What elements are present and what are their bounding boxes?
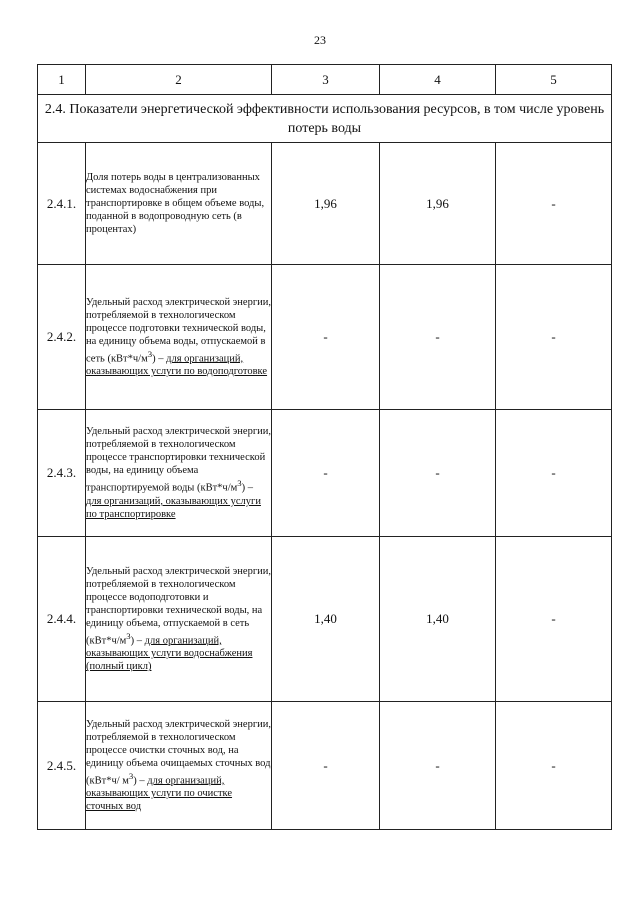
row-number: 2.4.3. [38, 410, 86, 537]
value-col5: - [496, 702, 612, 830]
table-row [38, 143, 612, 265]
column-header: 4 [380, 65, 496, 95]
row-number: 2.4.5. [38, 702, 86, 830]
value-col3: - [272, 265, 380, 410]
unit-close: ) – [241, 482, 254, 494]
table-row [38, 265, 612, 410]
organization-note: для организаций, оказывающих услуги по водоподготовке [86, 353, 268, 378]
value-col4: 1,96 [380, 143, 496, 265]
value-col3: 1,40 [272, 537, 380, 702]
value-col5: - [496, 143, 612, 265]
row-number: 2.4.4. [38, 537, 86, 702]
value-col3: 1,96 [272, 143, 380, 265]
unit-close: ) – [133, 775, 148, 787]
unit-exponent: 3 [237, 478, 242, 489]
row-description [86, 702, 272, 830]
table-row [38, 410, 612, 537]
column-number-header [38, 65, 612, 95]
value-col4: - [380, 702, 496, 830]
unit-exponent: 3 [126, 630, 131, 641]
unit-close: ) – [152, 353, 167, 365]
organization-note: для организаций, оказывающих услуги по очистке сточных вод [86, 775, 233, 813]
organization-note: для организаций, оказывающих услуги по транспортировке [86, 495, 261, 520]
value-col5: - [496, 410, 612, 537]
unit-exponent: 3 [128, 770, 134, 781]
row-description [86, 143, 272, 265]
description-text: Удельный расход электрической энергии, потребляемой в технологическом процессе транспортировки технической воды, на единицу объема транспортируемой воды [86, 426, 272, 494]
table-row [38, 702, 612, 830]
value-col3: - [272, 410, 380, 537]
value-col3: - [272, 702, 380, 830]
row-description [86, 265, 272, 410]
value-col5: - [496, 537, 612, 702]
unit-text: (кВт*ч/м [196, 482, 238, 494]
section-title: 2.4. Показатели энергетической эффективности использования ресурсов, в том числе уровень потерь воды [38, 95, 612, 143]
page-number: 23 [314, 33, 326, 47]
description-text: Удельный расход электрической энергии, потребляемой в технологическом процессе очистки сточных вод, на единицу объема очищаемых сточных вод [86, 718, 272, 769]
indicators-table [37, 64, 612, 830]
column-header: 2 [86, 65, 272, 95]
unit-text: (кВт*ч/м [107, 353, 148, 365]
organization-note: для организаций, оказывающих услуги водоснабжения (полный цикл) [86, 635, 253, 673]
column-header: 3 [272, 65, 380, 95]
unit-text: (кВт*ч/м [86, 635, 127, 647]
column-header: 5 [496, 65, 612, 95]
value-col5: - [496, 265, 612, 410]
description-text: Удельный расход электрической энергии, потребляемой в технологическом процессе водоподготовки и транспортировки технической воды, на единицу объема, отпускаемой в сеть [86, 565, 272, 629]
unit-text: (кВт*ч/ м [86, 775, 129, 787]
row-description [86, 410, 272, 537]
unit-close: ) – [130, 635, 145, 647]
description-text: Доля потерь воды в централизованных системах водоснабжения при транспортировке в общем объеме воды, поданной в водопроводную сеть (в процентах) [86, 172, 265, 235]
table-row [38, 537, 612, 702]
unit-exponent: 3 [147, 348, 153, 359]
section-row [38, 95, 612, 143]
value-col4: 1,40 [380, 537, 496, 702]
value-col4: - [380, 410, 496, 537]
value-col4: - [380, 265, 496, 410]
row-description [86, 537, 272, 702]
row-number: 2.4.2. [38, 265, 86, 410]
description-text: Удельный расход электрической энергии, потребляемой в технологическом процессе подготовки технической воды, на единицу объема воды, отпускаемой в сеть [86, 296, 272, 365]
column-header: 1 [38, 65, 86, 95]
row-number: 2.4.1. [38, 143, 86, 265]
